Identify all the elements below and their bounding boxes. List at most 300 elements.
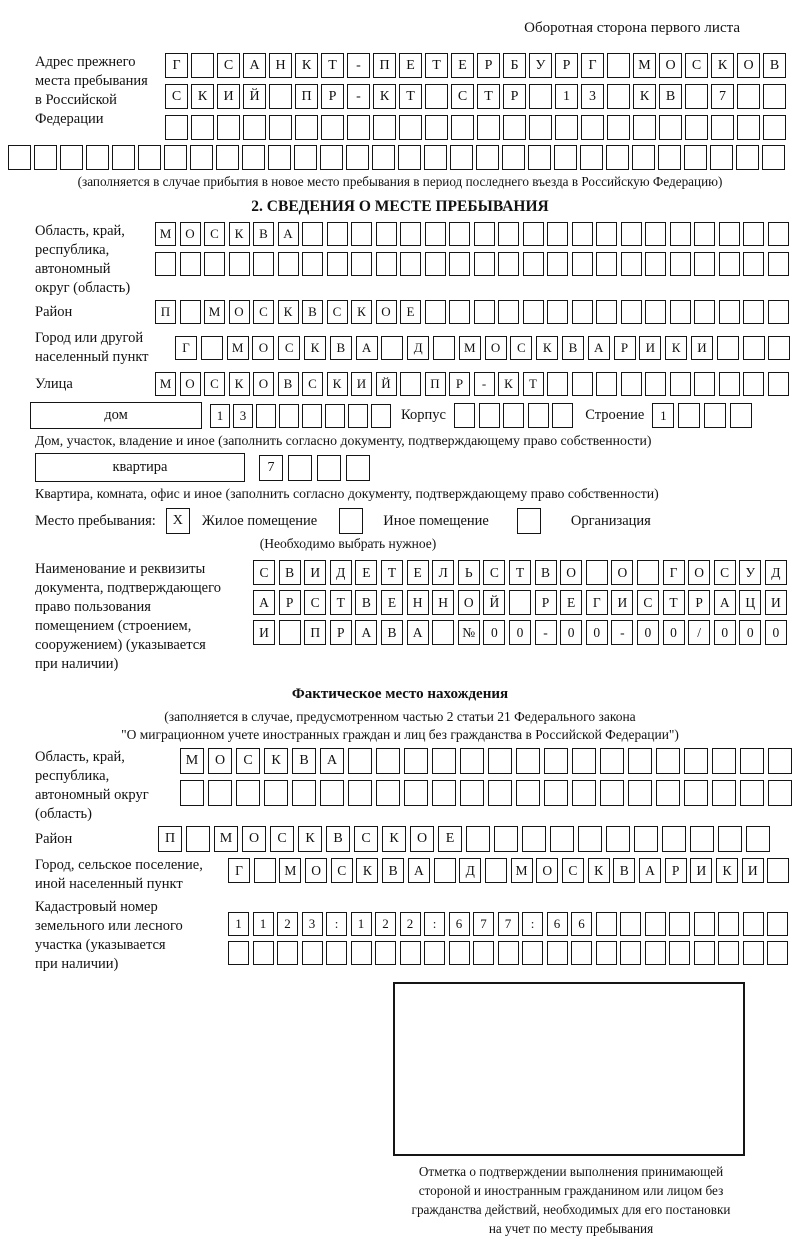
char-cell[interactable] <box>743 222 764 246</box>
char-cell[interactable] <box>621 252 642 276</box>
char-cell[interactable] <box>718 941 739 965</box>
char-cell[interactable]: К <box>229 222 250 246</box>
char-cell[interactable]: Г <box>663 560 685 585</box>
char-cell[interactable]: Г <box>175 336 197 360</box>
char-cell[interactable]: С <box>217 53 240 78</box>
char-cell[interactable]: В <box>279 560 301 585</box>
char-cell[interactable]: Р <box>279 590 301 615</box>
char-cell[interactable] <box>547 222 568 246</box>
char-cell[interactable]: 0 <box>560 620 582 645</box>
char-cell[interactable] <box>321 115 344 140</box>
char-cell[interactable]: : <box>424 912 445 936</box>
char-cell[interactable]: И <box>611 590 633 615</box>
char-cell[interactable] <box>295 115 318 140</box>
char-cell[interactable] <box>477 115 500 140</box>
char-cell[interactable]: Р <box>535 590 557 615</box>
char-cell[interactable] <box>607 84 630 109</box>
char-cell[interactable]: О <box>485 336 507 360</box>
char-cell[interactable] <box>768 300 789 324</box>
char-cell[interactable]: С <box>354 826 378 852</box>
char-cell[interactable] <box>596 372 617 396</box>
char-cell[interactable]: Е <box>381 590 403 615</box>
char-cell[interactable] <box>571 941 592 965</box>
char-cell[interactable] <box>684 780 708 806</box>
char-cell[interactable]: О <box>242 826 266 852</box>
char-cell[interactable]: 0 <box>714 620 736 645</box>
char-cell[interactable] <box>191 115 214 140</box>
char-cell[interactable]: О <box>229 300 250 324</box>
char-cell[interactable] <box>425 300 446 324</box>
char-cell[interactable] <box>432 620 454 645</box>
char-cell[interactable]: М <box>155 222 176 246</box>
char-cell[interactable]: Е <box>451 53 474 78</box>
char-cell[interactable]: В <box>535 560 557 585</box>
char-cell[interactable]: В <box>659 84 682 109</box>
char-cell[interactable] <box>180 780 204 806</box>
char-cell[interactable] <box>398 145 421 170</box>
char-cell[interactable] <box>621 300 642 324</box>
char-cell[interactable]: В <box>381 620 403 645</box>
char-cell[interactable]: - <box>611 620 633 645</box>
char-cell[interactable] <box>645 300 666 324</box>
char-cell[interactable] <box>279 404 299 428</box>
char-cell[interactable] <box>719 300 740 324</box>
char-cell[interactable] <box>204 252 225 276</box>
char-cell[interactable] <box>621 372 642 396</box>
char-cell[interactable]: 6 <box>571 912 592 936</box>
char-cell[interactable]: О <box>611 560 633 585</box>
char-cell[interactable]: К <box>278 300 299 324</box>
char-cell[interactable]: А <box>408 858 430 883</box>
char-cell[interactable] <box>376 748 400 774</box>
char-cell[interactable]: И <box>217 84 240 109</box>
char-cell[interactable] <box>347 115 370 140</box>
char-cell[interactable]: Т <box>321 53 344 78</box>
char-cell[interactable] <box>474 300 495 324</box>
char-cell[interactable] <box>572 222 593 246</box>
char-cell[interactable] <box>678 403 700 428</box>
char-cell[interactable] <box>572 372 593 396</box>
char-cell[interactable]: Й <box>376 372 397 396</box>
char-cell[interactable] <box>767 858 789 883</box>
char-cell[interactable] <box>217 115 240 140</box>
char-cell[interactable]: М <box>279 858 301 883</box>
char-cell[interactable] <box>376 780 400 806</box>
char-cell[interactable]: О <box>376 300 397 324</box>
char-cell[interactable] <box>685 84 708 109</box>
char-cell[interactable] <box>694 372 715 396</box>
char-cell[interactable]: К <box>295 53 318 78</box>
char-cell[interactable] <box>375 941 396 965</box>
char-cell[interactable]: 0 <box>663 620 685 645</box>
char-cell[interactable] <box>498 222 519 246</box>
char-cell[interactable]: И <box>690 858 712 883</box>
char-cell[interactable]: К <box>711 53 734 78</box>
char-cell[interactable]: С <box>451 84 474 109</box>
char-cell[interactable] <box>656 780 680 806</box>
char-cell[interactable] <box>138 145 161 170</box>
char-cell[interactable] <box>186 826 210 852</box>
char-cell[interactable]: Р <box>321 84 344 109</box>
char-cell[interactable]: С <box>302 372 323 396</box>
char-cell[interactable]: Г <box>165 53 188 78</box>
char-cell[interactable]: - <box>474 372 495 396</box>
char-cell[interactable]: 1 <box>652 403 674 428</box>
char-cell[interactable] <box>8 145 31 170</box>
char-cell[interactable] <box>488 780 512 806</box>
char-cell[interactable] <box>658 145 681 170</box>
char-cell[interactable] <box>547 252 568 276</box>
char-cell[interactable] <box>606 826 630 852</box>
char-cell[interactable]: Ц <box>739 590 761 615</box>
char-cell[interactable]: Р <box>665 858 687 883</box>
char-cell[interactable]: 1 <box>253 912 274 936</box>
char-cell[interactable]: Т <box>509 560 531 585</box>
char-cell[interactable] <box>544 748 568 774</box>
char-cell[interactable]: В <box>292 748 316 774</box>
char-cell[interactable] <box>466 826 490 852</box>
char-cell[interactable] <box>372 145 395 170</box>
char-cell[interactable] <box>302 222 323 246</box>
char-cell[interactable] <box>236 780 260 806</box>
char-cell[interactable] <box>317 455 341 481</box>
char-cell[interactable] <box>302 404 322 428</box>
char-cell[interactable] <box>373 115 396 140</box>
char-cell[interactable]: Р <box>330 620 352 645</box>
char-cell[interactable] <box>516 780 540 806</box>
char-cell[interactable] <box>596 300 617 324</box>
char-cell[interactable] <box>400 941 421 965</box>
char-cell[interactable]: О <box>305 858 327 883</box>
char-cell[interactable] <box>768 748 792 774</box>
char-cell[interactable] <box>763 84 786 109</box>
char-cell[interactable]: М <box>214 826 238 852</box>
char-cell[interactable] <box>60 145 83 170</box>
char-cell[interactable] <box>425 252 446 276</box>
char-cell[interactable] <box>581 115 604 140</box>
char-cell[interactable] <box>712 748 736 774</box>
char-cell[interactable]: К <box>588 858 610 883</box>
char-cell[interactable] <box>302 941 323 965</box>
char-cell[interactable] <box>180 252 201 276</box>
char-cell[interactable]: М <box>633 53 656 78</box>
char-cell[interactable] <box>717 336 739 360</box>
char-cell[interactable]: А <box>253 590 275 615</box>
char-cell[interactable]: А <box>320 748 344 774</box>
char-cell[interactable] <box>432 748 456 774</box>
char-cell[interactable] <box>547 300 568 324</box>
char-cell[interactable] <box>201 336 223 360</box>
char-cell[interactable]: П <box>425 372 446 396</box>
char-cell[interactable]: В <box>302 300 323 324</box>
char-cell[interactable]: В <box>253 222 274 246</box>
char-cell[interactable]: 1 <box>210 404 230 428</box>
char-cell[interactable] <box>434 858 456 883</box>
char-cell[interactable] <box>596 941 617 965</box>
char-cell[interactable]: К <box>298 826 322 852</box>
char-cell[interactable]: : <box>522 912 543 936</box>
char-cell[interactable] <box>424 941 445 965</box>
char-cell[interactable]: В <box>613 858 635 883</box>
char-cell[interactable] <box>740 748 764 774</box>
char-cell[interactable] <box>522 941 543 965</box>
char-cell[interactable]: Й <box>483 590 505 615</box>
char-cell[interactable]: К <box>229 372 250 396</box>
char-cell[interactable] <box>547 941 568 965</box>
char-cell[interactable] <box>228 941 249 965</box>
char-cell[interactable]: Т <box>477 84 500 109</box>
char-cell[interactable] <box>433 336 455 360</box>
char-cell[interactable] <box>479 403 500 428</box>
char-cell[interactable] <box>670 300 691 324</box>
char-cell[interactable]: С <box>714 560 736 585</box>
char-cell[interactable]: К <box>264 748 288 774</box>
char-cell[interactable] <box>596 252 617 276</box>
char-cell[interactable] <box>634 826 658 852</box>
char-cell[interactable] <box>229 252 250 276</box>
char-cell[interactable] <box>762 145 785 170</box>
stay-type-checkbox-other-premise[interactable] <box>339 508 363 534</box>
char-cell[interactable]: В <box>763 53 786 78</box>
char-cell[interactable]: 0 <box>739 620 761 645</box>
char-cell[interactable] <box>503 115 526 140</box>
char-cell[interactable] <box>547 372 568 396</box>
char-cell[interactable] <box>586 560 608 585</box>
char-cell[interactable]: Е <box>560 590 582 615</box>
char-cell[interactable] <box>767 941 788 965</box>
char-cell[interactable] <box>523 252 544 276</box>
char-cell[interactable]: Д <box>330 560 352 585</box>
char-cell[interactable] <box>719 372 740 396</box>
char-cell[interactable] <box>523 222 544 246</box>
char-cell[interactable] <box>743 941 764 965</box>
char-cell[interactable] <box>278 252 299 276</box>
char-cell[interactable] <box>449 222 470 246</box>
char-cell[interactable]: Р <box>449 372 470 396</box>
char-cell[interactable]: 3 <box>302 912 323 936</box>
char-cell[interactable] <box>327 252 348 276</box>
char-cell[interactable]: О <box>208 748 232 774</box>
char-cell[interactable]: Н <box>432 590 454 615</box>
char-cell[interactable] <box>669 912 690 936</box>
char-cell[interactable]: И <box>742 858 764 883</box>
char-cell[interactable] <box>376 252 397 276</box>
char-cell[interactable] <box>711 115 734 140</box>
char-cell[interactable] <box>736 145 759 170</box>
char-cell[interactable] <box>645 941 666 965</box>
char-cell[interactable]: И <box>351 372 372 396</box>
char-cell[interactable] <box>376 222 397 246</box>
char-cell[interactable] <box>768 780 792 806</box>
char-cell[interactable] <box>348 404 368 428</box>
char-cell[interactable]: С <box>278 336 300 360</box>
char-cell[interactable] <box>645 252 666 276</box>
char-cell[interactable] <box>516 748 540 774</box>
char-cell[interactable]: Е <box>407 560 429 585</box>
char-cell[interactable]: С <box>270 826 294 852</box>
char-cell[interactable] <box>719 252 740 276</box>
char-cell[interactable] <box>254 858 276 883</box>
char-cell[interactable]: О <box>659 53 682 78</box>
char-cell[interactable]: О <box>180 222 201 246</box>
char-cell[interactable] <box>694 300 715 324</box>
char-cell[interactable]: М <box>227 336 249 360</box>
char-cell[interactable] <box>555 115 578 140</box>
char-cell[interactable]: О <box>536 858 558 883</box>
char-cell[interactable]: О <box>737 53 760 78</box>
char-cell[interactable]: В <box>330 336 352 360</box>
char-cell[interactable] <box>544 780 568 806</box>
char-cell[interactable]: К <box>536 336 558 360</box>
char-cell[interactable]: К <box>304 336 326 360</box>
char-cell[interactable] <box>552 403 573 428</box>
char-cell[interactable] <box>768 336 790 360</box>
char-cell[interactable]: Ь <box>458 560 480 585</box>
char-cell[interactable] <box>450 145 473 170</box>
char-cell[interactable]: Н <box>269 53 292 78</box>
char-cell[interactable]: Н <box>407 590 429 615</box>
char-cell[interactable]: К <box>191 84 214 109</box>
char-cell[interactable] <box>460 780 484 806</box>
char-cell[interactable] <box>694 222 715 246</box>
char-cell[interactable]: Е <box>400 300 421 324</box>
char-cell[interactable] <box>34 145 57 170</box>
char-cell[interactable] <box>743 252 764 276</box>
char-cell[interactable] <box>607 53 630 78</box>
char-cell[interactable] <box>606 145 629 170</box>
char-cell[interactable] <box>191 53 214 78</box>
char-cell[interactable]: В <box>278 372 299 396</box>
char-cell[interactable] <box>632 145 655 170</box>
char-cell[interactable]: С <box>510 336 532 360</box>
char-cell[interactable]: П <box>304 620 326 645</box>
char-cell[interactable] <box>502 145 525 170</box>
char-cell[interactable] <box>694 912 715 936</box>
char-cell[interactable]: Т <box>663 590 685 615</box>
char-cell[interactable] <box>743 300 764 324</box>
char-cell[interactable] <box>424 145 447 170</box>
char-cell[interactable] <box>528 145 551 170</box>
char-cell[interactable] <box>718 912 739 936</box>
char-cell[interactable] <box>662 826 686 852</box>
char-cell[interactable] <box>399 115 422 140</box>
char-cell[interactable] <box>694 252 715 276</box>
char-cell[interactable] <box>320 145 343 170</box>
char-cell[interactable] <box>302 252 323 276</box>
char-cell[interactable] <box>253 252 274 276</box>
char-cell[interactable]: С <box>165 84 188 109</box>
char-cell[interactable] <box>503 403 524 428</box>
char-cell[interactable] <box>670 252 691 276</box>
char-cell[interactable] <box>743 372 764 396</box>
char-cell[interactable] <box>637 560 659 585</box>
char-cell[interactable]: 0 <box>586 620 608 645</box>
char-cell[interactable]: М <box>204 300 225 324</box>
char-cell[interactable]: Е <box>355 560 377 585</box>
char-cell[interactable]: Е <box>438 826 462 852</box>
char-cell[interactable] <box>112 145 135 170</box>
char-cell[interactable] <box>498 252 519 276</box>
char-cell[interactable]: Р <box>503 84 526 109</box>
char-cell[interactable] <box>620 912 641 936</box>
char-cell[interactable] <box>351 252 372 276</box>
char-cell[interactable] <box>690 826 714 852</box>
char-cell[interactable] <box>628 780 652 806</box>
char-cell[interactable] <box>684 145 707 170</box>
char-cell[interactable] <box>400 252 421 276</box>
char-cell[interactable] <box>488 748 512 774</box>
char-cell[interactable]: Т <box>399 84 422 109</box>
char-cell[interactable]: О <box>252 336 274 360</box>
char-cell[interactable]: О <box>410 826 434 852</box>
char-cell[interactable] <box>451 115 474 140</box>
char-cell[interactable]: Д <box>459 858 481 883</box>
char-cell[interactable] <box>645 372 666 396</box>
char-cell[interactable]: С <box>685 53 708 78</box>
char-cell[interactable] <box>710 145 733 170</box>
char-cell[interactable] <box>572 780 596 806</box>
char-cell[interactable] <box>596 912 617 936</box>
char-cell[interactable] <box>485 858 507 883</box>
char-cell[interactable]: - <box>535 620 557 645</box>
char-cell[interactable]: С <box>331 858 353 883</box>
char-cell[interactable]: 6 <box>547 912 568 936</box>
char-cell[interactable] <box>554 145 577 170</box>
char-cell[interactable]: 7 <box>711 84 734 109</box>
char-cell[interactable] <box>256 404 276 428</box>
char-cell[interactable]: А <box>639 858 661 883</box>
char-cell[interactable]: М <box>459 336 481 360</box>
char-cell[interactable] <box>529 84 552 109</box>
char-cell[interactable]: Р <box>688 590 710 615</box>
char-cell[interactable]: Р <box>477 53 500 78</box>
char-cell[interactable] <box>474 222 495 246</box>
char-cell[interactable] <box>572 252 593 276</box>
char-cell[interactable] <box>242 145 265 170</box>
char-cell[interactable] <box>494 826 518 852</box>
char-cell[interactable]: П <box>373 53 396 78</box>
char-cell[interactable]: - <box>347 84 370 109</box>
stay-type-checkbox-organization[interactable] <box>517 508 541 534</box>
char-cell[interactable]: 6 <box>449 912 470 936</box>
char-cell[interactable] <box>719 222 740 246</box>
char-cell[interactable] <box>474 252 495 276</box>
char-cell[interactable]: Т <box>523 372 544 396</box>
char-cell[interactable] <box>292 780 316 806</box>
char-cell[interactable]: Д <box>765 560 787 585</box>
char-cell[interactable]: К <box>373 84 396 109</box>
char-cell[interactable]: М <box>511 858 533 883</box>
char-cell[interactable] <box>404 780 428 806</box>
char-cell[interactable]: С <box>204 372 225 396</box>
char-cell[interactable] <box>767 912 788 936</box>
char-cell[interactable]: С <box>236 748 260 774</box>
char-cell[interactable]: С <box>483 560 505 585</box>
char-cell[interactable] <box>620 941 641 965</box>
char-cell[interactable] <box>628 748 652 774</box>
char-cell[interactable] <box>277 941 298 965</box>
char-cell[interactable] <box>607 115 630 140</box>
char-cell[interactable] <box>404 748 428 774</box>
char-cell[interactable] <box>768 252 789 276</box>
char-cell[interactable]: О <box>253 372 274 396</box>
char-cell[interactable] <box>670 372 691 396</box>
char-cell[interactable]: Т <box>425 53 448 78</box>
char-cell[interactable] <box>269 115 292 140</box>
char-cell[interactable] <box>190 145 213 170</box>
char-cell[interactable] <box>528 403 549 428</box>
char-cell[interactable] <box>712 780 736 806</box>
